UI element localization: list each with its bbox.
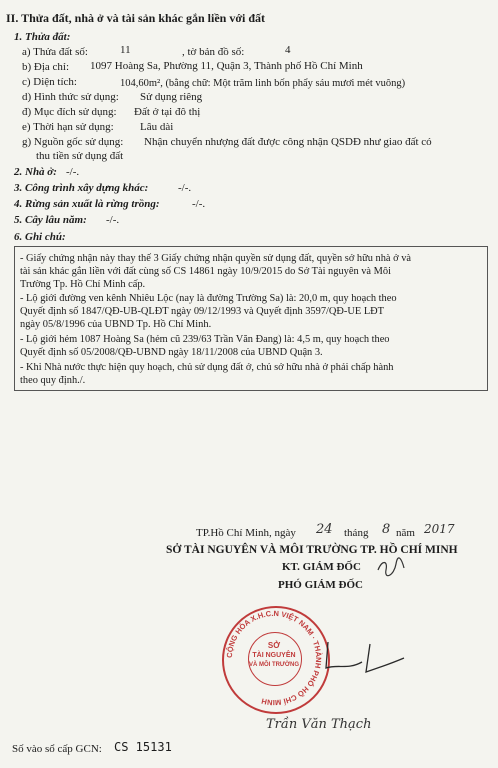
forest-value: -/-. [192,198,206,210]
construction-label: 3. Công trình xây dựng khác: [14,182,149,194]
notes-label: 6. Ghi chú: [14,231,66,243]
note-line: - Lộ giới hẻm 1087 Hoàng Sa (hẻm cũ 239/63 Trần Văn Đang) là: 4,5 m, quy hoạch theo [20,334,390,345]
department-name: SỞ TÀI NGUYÊN VÀ MÔI TRƯỜNG TP. HỒ CHÍ MINH [166,544,458,556]
origin-value-line1: Nhận chuyển nhượng đất được công nhận QSDĐ như giao đất có [144,136,432,148]
date-year: 2017 [424,522,455,536]
date-month: 8 [382,522,391,537]
kt-director: KT. GIÁM ĐỐC [282,561,361,573]
date-year-label: năm [396,527,415,539]
usage-term-label: e) Thời hạn sử dụng: [22,121,114,133]
parcel-number-value: 11 [120,44,131,56]
note-line: Quyết định số 1847/QĐ-UB-QLĐT ngày 09/12/1993 và Quyết định 3597/QĐ-UE LĐT [20,306,385,317]
forest-label: 4. Rừng sản xuất là rừng trồng: [14,198,160,210]
date-day: 24 [316,522,333,537]
construction-value: -/-. [178,182,192,194]
signature-icon [318,638,408,678]
section-title: II. Thửa đất, nhà ở và tài sản khác gắn liền với đất [6,11,266,25]
seal-inner-line1: SỞ [267,641,281,650]
note-line: - Khi Nhà nước thực hiện quy hoạch, chủ sử dụng đất ở, chủ sở hữu nhà ở phải chấp hành [20,362,394,373]
house-label: 2. Nhà ở: [14,166,57,178]
area-label: c) Diện tích: [22,76,77,88]
origin-value-line2: thu tiền sử dụng đất [36,150,124,162]
map-sheet-label: , tờ bản đồ số: [182,46,245,58]
usage-form-label: d) Hình thức sử dụng: [22,91,119,103]
note-line: Trường Tp. Hồ Chí Minh cấp. [20,279,146,290]
registry-number: CS 15131 [114,740,172,754]
initials-icon [376,556,406,578]
deputy-director: PHÓ GIÁM ĐỐC [278,579,363,591]
seal-inner-line3: VÀ MÔI TRƯỜNG [248,662,300,668]
note-line: - Lộ giới đường ven kênh Nhiêu Lộc (nay là đường Trường Sa) là: 20,0 m, quy hoạch theo [20,293,397,304]
usage-term-value: Lâu dài [140,121,174,133]
official-seal [222,606,330,714]
address-label: b) Địa chỉ: [22,61,70,73]
date-prefix: TP.Hồ Chí Minh, ngày [196,527,296,539]
trees-value: -/-. [106,214,120,226]
area-value: 104,60m², (bằng chữ: Một trăm linh bốn phẩy sáu mươi mét vuông) [120,78,406,89]
seal-outer-text: CỘNG HÒA X.H.C.N VIỆT NAM · THÀNH PHỐ HỒ CHÍ MINH [224,608,324,708]
note-line: ngày 05/8/1996 của UBND Tp. Hồ Chí Minh. [20,319,212,330]
note-line: - Giấy chứng nhận này thay thế 3 Giấy chứng nhận quyền sử dụng đất, quyền sở hữu nhà ở và [20,253,412,264]
house-value: -/-. [66,166,80,178]
date-month-label: tháng [344,527,369,539]
parcel-number-label: a) Thửa đất số: [22,46,88,58]
registry-label: Số vào sổ cấp GCN: [12,743,102,755]
address-value: 1097 Hoàng Sa, Phường 11, Quận 3, Thành phố Hồ Chí Minh [90,60,363,72]
note-line: Quyết định số 05/2008/QĐ-UBND ngày 18/11/2008 của UBND Quận 3. [20,347,323,358]
usage-purpose-value: Đất ở tại đô thị [134,106,201,118]
usage-purpose-label: đ) Mục đích sử dụng: [22,106,117,118]
seal-inner-line2: TÀI NGUYÊN [252,652,296,659]
signer-name: Trần Văn Thạch [266,717,372,732]
trees-label: 5. Cây lâu năm: [14,214,87,226]
note-line: theo quy định./. [20,375,86,386]
origin-label: g) Nguồn gốc sử dụng: [22,136,124,148]
map-sheet-value: 4 [285,44,291,56]
land-heading: 1. Thửa đất: [14,31,71,43]
note-line: tài sản khác gắn liền với đất cùng số CS 14861 ngày 10/9/2015 do Sở Tài nguyên và Môi [20,266,391,277]
usage-form-value: Sử dụng riêng [140,91,203,103]
